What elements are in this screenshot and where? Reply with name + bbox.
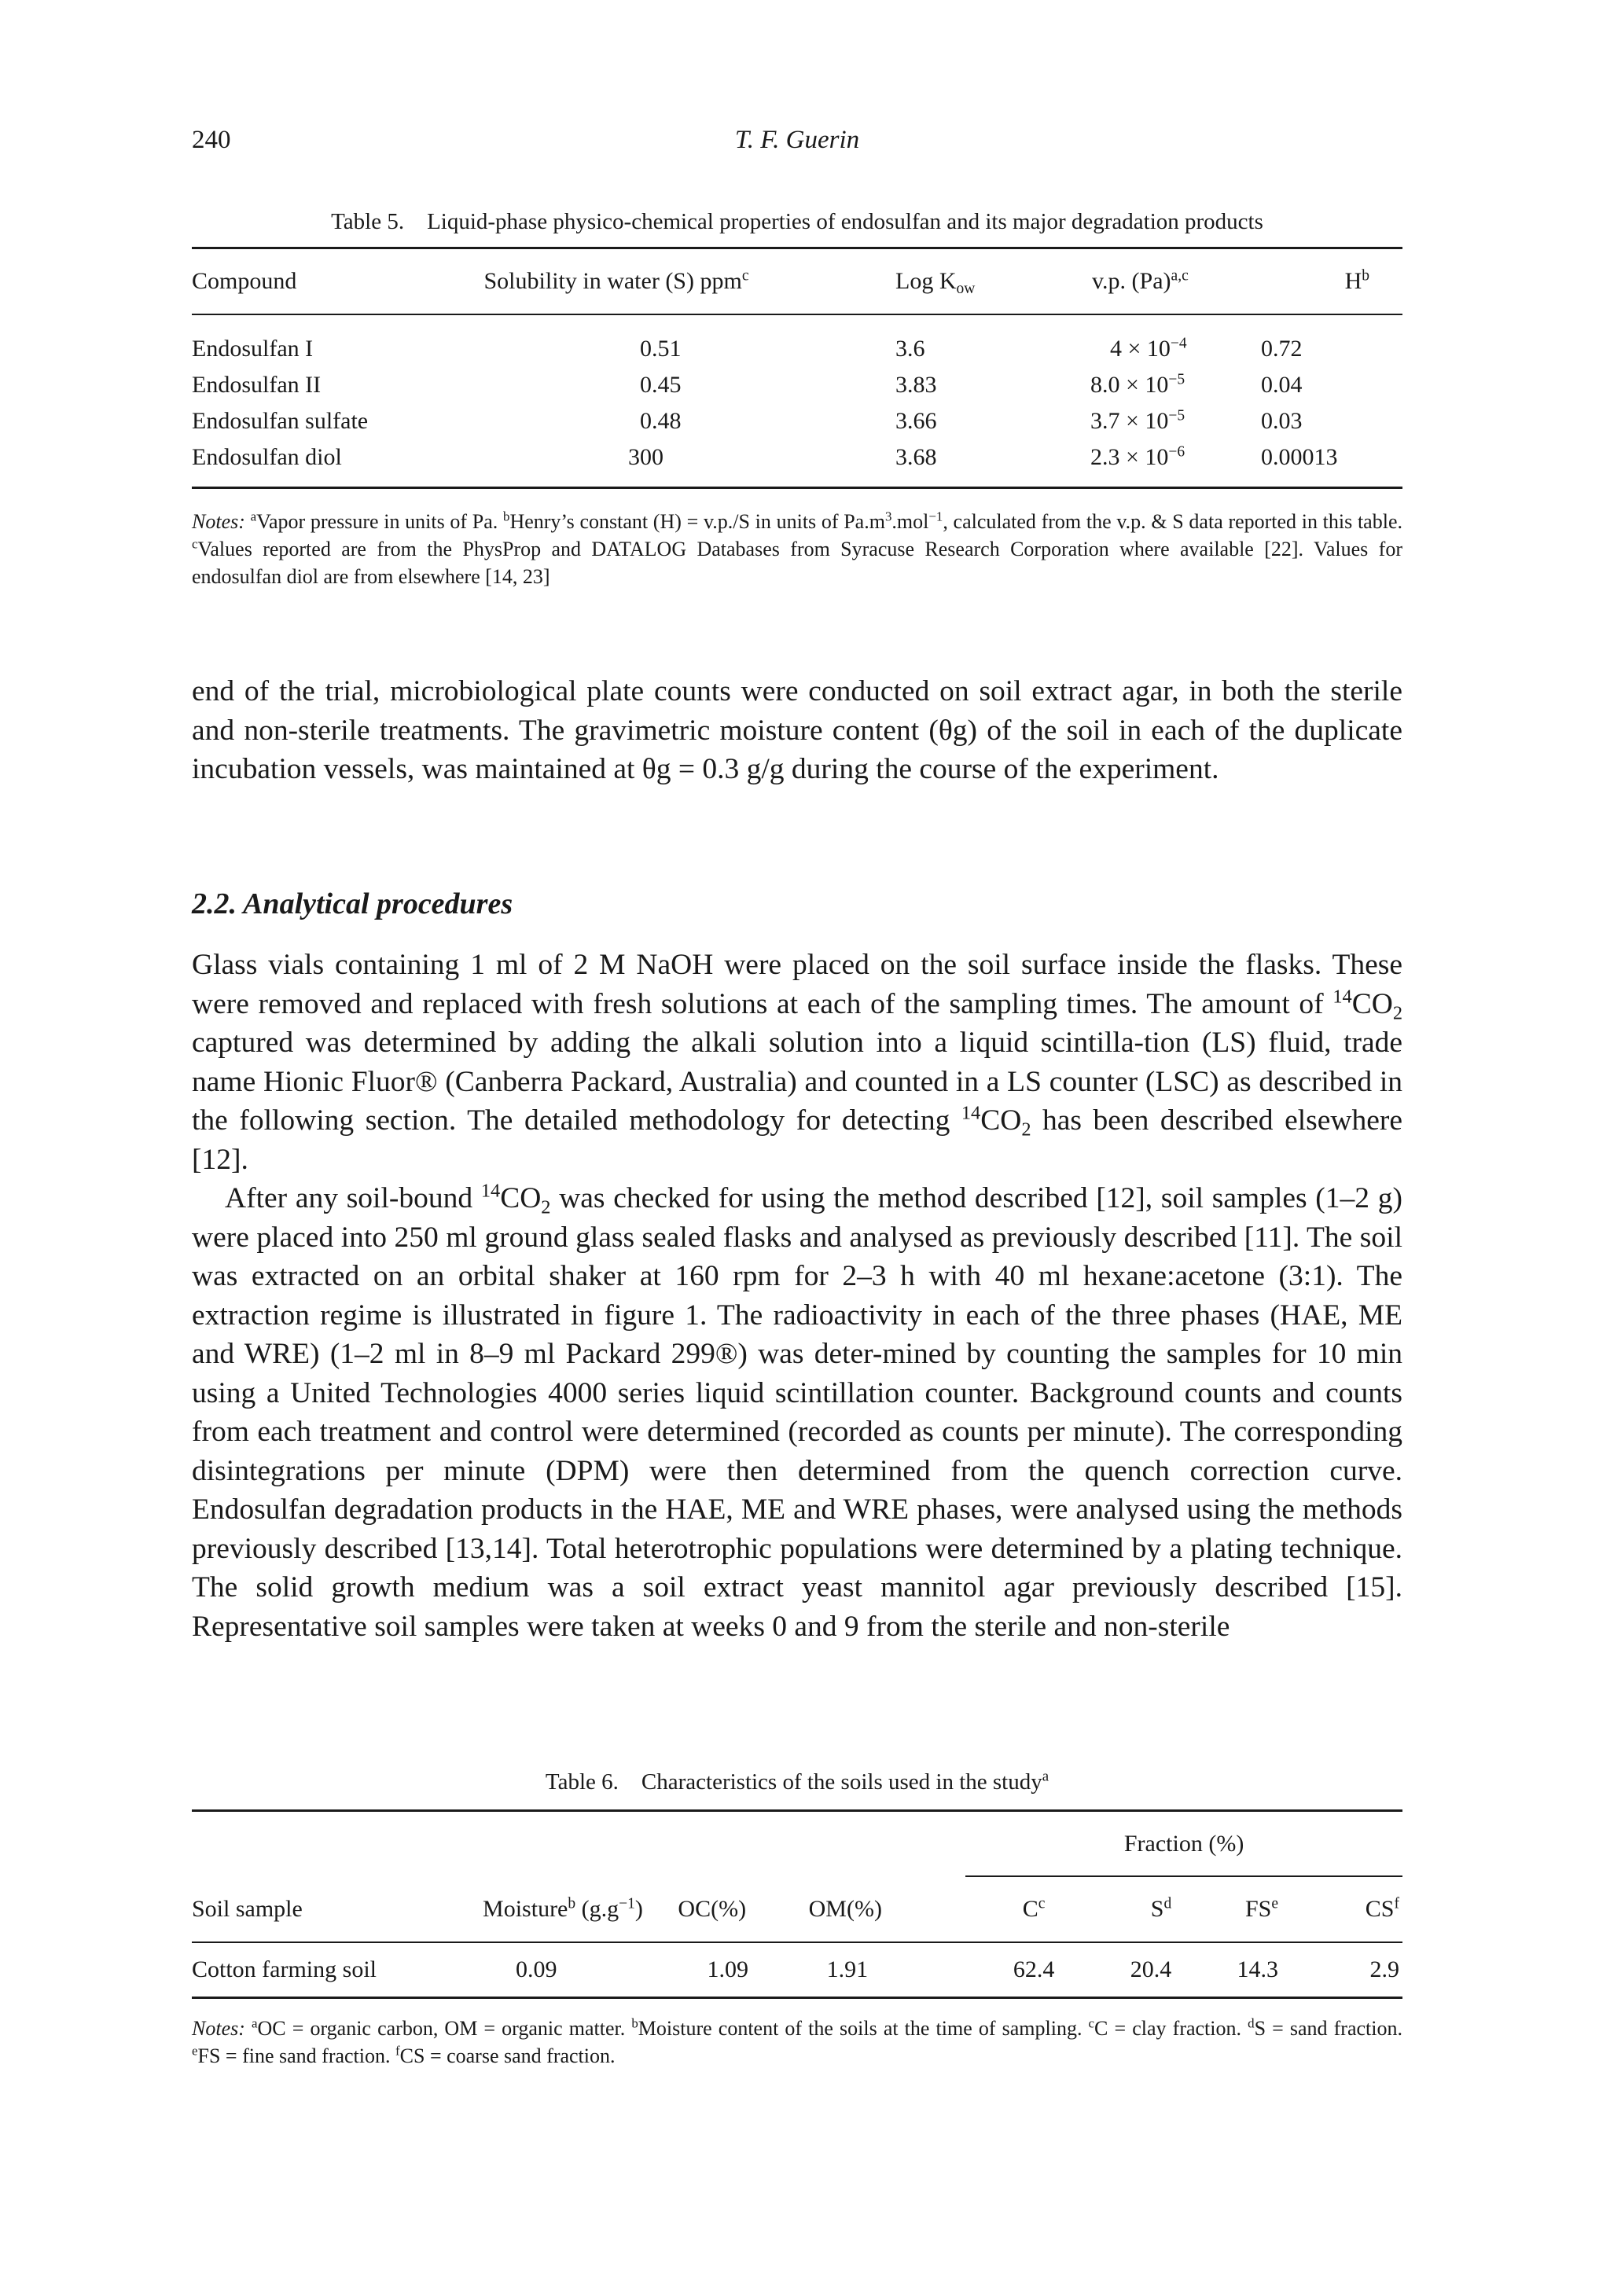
table-6 [192,1765,1402,2070]
cell-solubility: 0.48 [640,408,682,434]
table-5 [192,206,1402,590]
cell-sand: 20.4 [1130,1956,1172,1982]
fraction-header: Fraction (%) [965,1812,1402,1876]
cell-coarse-sand: 2.9 [1369,1956,1399,1982]
cell-h: 0.04 [1261,372,1303,398]
table-5-bottom-rule [192,487,1402,489]
body-paragraphs-analytical [192,946,1402,1646]
cell-oc: 1.09 [707,1956,748,1982]
cell-fine-sand: 14.3 [1237,1956,1278,1982]
cell-solubility: 0.51 [640,336,682,362]
cell-compound: Endosulfan I [192,336,314,362]
col-header-logkow: Log $K_{ow}$ [895,268,976,297]
table-6-header-row [192,1876,1402,1942]
cell-compound: Endosulfan diol [192,444,342,470]
table-row [192,367,1402,403]
col-header-compound: Compound [192,268,297,294]
cell-h: 0.72 [1261,336,1303,362]
cell-logkow: 3.66 [895,408,937,434]
page-number: 240 [192,126,231,154]
cell-h: 0.00013 [1261,444,1338,470]
cell-vp: $8.0 \times 10^{-5}$ [1090,371,1185,398]
table-5-header-row [192,249,1402,314]
table-6-bottom-rule [192,1997,1402,1999]
table-6-notes: Notes: $^a$OC = organic carbon, OM = organic matter. $^b$Moisture content of the soils at the time of sampling. $^c$C = clay fraction. $^d$S = sand fraction. $^e$FS = fine sand fraction. $^f$CS = coarse sand fraction. [192,2015,1402,2067]
col-header-oc: OC(%) [678,1895,747,1922]
cell-vp: $3.7 \times 10^{-5}$ [1090,407,1185,434]
col-header-clay: $C^c$ [1022,1895,1046,1922]
cell-compound: Endosulfan sulfate [192,408,369,434]
col-header-fine-sand: $FS^e$ [1244,1895,1278,1922]
col-header-om: OM(%) [808,1895,882,1922]
running-head-author: T. F. Guerin [734,126,860,154]
table-row [192,1943,1402,1997]
cell-logkow: 3.83 [895,372,937,398]
cell-moisture: 0.09 [516,1956,557,1982]
table-6-fraction-header-row [192,1812,1402,1876]
table-row [192,439,1402,476]
table-6-grid [192,1812,1402,1997]
cell-soil-sample: Cotton farming soil [192,1956,377,1982]
table-5-grid [192,249,1402,314]
col-header-coarse-sand: $CS^f$ [1365,1895,1399,1922]
cell-logkow: 3.68 [895,444,937,470]
cell-solubility: 0.45 [640,372,682,398]
col-header-sand: $S^d$ [1150,1895,1172,1922]
body-paragraph-2: Glass vials containing 1 ml of 2 M NaOH were placed on the soil surface inside the flasks. These were removed and replaced with fresh solutions at each of the sampling times. The amount of $^{14}CO_2$ captured was determined by adding the alkali solution into a liquid scintilla-tion (LS) fluid, trade name Hionic Fluor® (Canberra Packard, Australia) and counted in a LS counter (LSC) as described in the following section. The detailed methodology for detecting $^{14}CO_2$ has been described elsewhere [12]. [192,949,1402,1176]
col-header-solubility: Solubility in water (S) ppm$^c$ [483,267,749,294]
section-heading: 2.2. Analytical procedures [192,887,513,920]
cell-h: 0.03 [1261,408,1303,434]
table-5-body [192,315,1402,487]
cell-vp: $2.3 \times 10^{-6}$ [1090,443,1185,470]
cell-solubility: 300 [628,444,663,470]
col-header-vp: v.p. $(Pa)^{a,c}$ [1092,267,1189,294]
cell-vp: $4 \times 10^{-4}$ [1110,335,1187,362]
col-header-moisture: Moisture$^b$ $(g.g^{-1})$ [483,1894,643,1922]
cell-logkow: 3.6 [895,336,925,362]
table-row [192,331,1402,367]
running-head [192,126,1402,165]
table-5-notes: Notes: $^a$Vapor pressure in units of Pa. $^b$Henry’s constant (H) = v.p./S in units of $Pa.m^3.mol^{-1}$, calculated from the v.p. & S data reported in this table. $^c$Values reported are from the PhysProp and DATALOG Databases from Syracuse Research Corporation where available [22]. Values for endosulfan diol are from elsewhere [14, 23] [192,509,1402,588]
table-row [192,403,1402,439]
table-6-caption: Table 6. Characteristics of the soils used in the study$^a$ [545,1768,1049,1795]
body-paragraph-1: end of the trial, microbiological plate counts were conducted on soil extract agar, in both the sterile and non-sterile treatments. The gravimetric moisture content (θg) of the soil in each of the duplicate incubation vessels, was maintained at θg = 0.3 g/g during the course of the experiment. [192,675,1402,785]
col-header-h: $H^b$ [1344,267,1369,294]
body-paragraph-3: After any soil-bound $^{14}CO_2$ was checked for using the method described [12], soil samples (1–2 g) were placed into 250 ml ground glass sealed flasks and analysed as previously described [11]. The soil was extracted on an orbital shaker at 160 rpm for 2–3 h with 40 ml hexane:acetone (3:1). The extraction regime is illustrated in figure 1. The radioactivity in each of the three phases (HAE, ME and WRE) (1–2 ml in 8–9 ml Packard 299®) was deter-mined by counting the samples for 10 min using a United Technologies 4000 series liquid scintillation counter. Background counts and counts from each treatment and control were determined (recorded as counts per minute). The corresponding disintegrations per minute (DPM) were then determined from the quench correction curve. Endosulfan degradation products in the HAE, ME and WRE phases, were analysed using the methods previously described [13,14]. Total heterotrophic populations were determined by a plating technique. The solid growth medium was a soil extract yeast mannitol agar previously described [15]. Representative soil samples were taken at weeks 0 and 9 from the sterile and non-sterile [192,1180,1403,1643]
cell-clay: 62.4 [1013,1956,1055,1982]
cell-compound: Endosulfan II [192,372,322,398]
col-header-soil-sample: Soil sample [192,1895,303,1922]
cell-om: 1.91 [826,1956,869,1982]
table-5-caption: Table 5. Liquid-phase physico-chemical properties of endosulfan and its major degradation products [331,209,1263,234]
